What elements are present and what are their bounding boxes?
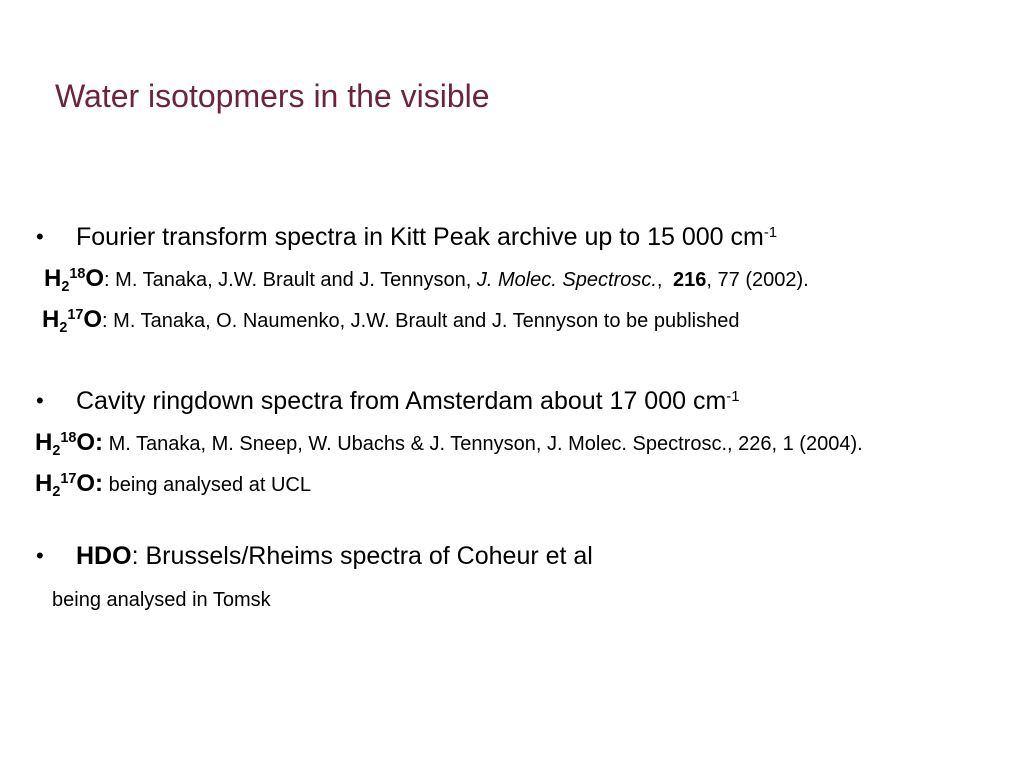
- reference-text: M. Tanaka, M. Sneep, W. Ubachs & J. Tennyson, J. Molec. Spectrosc., 226, 1 (2004).: [103, 433, 863, 455]
- bullet-icon: •: [36, 224, 44, 249]
- slide-title: Water isotopmers in the visible: [55, 78, 490, 114]
- formula-h217o: $H_2^{17}O$:: [35, 470, 104, 501]
- reference-h217o-ft: [42, 306, 740, 337]
- bullet-text: [76, 386, 740, 416]
- bullet-label: : Brussels/Rheims spectra of Coheur et al: [131, 542, 593, 570]
- formula-h218o: $H_2^{18}O$:: [35, 429, 104, 460]
- formula-h217o: $H_2^{17}O$: [42, 306, 103, 337]
- formula-h218o: $H_2^{18}O$: [44, 265, 105, 296]
- reference-authors: M. Tanaka, J.W. Brault and J. Tennyson,: [109, 269, 477, 291]
- reference-text: being analysed at UCL: [103, 474, 311, 496]
- bullet-icon: •: [36, 543, 44, 568]
- molecule-label: HDO: [76, 542, 132, 570]
- note-tomsk: being analysed in Tomsk: [52, 589, 271, 611]
- reference-h218o-ft: $H_2^{18}O$: M. Tanaka, J.W. Brault and J. Tennyson, J. Molec. Spectrosc., 216, 77 (2002).: [44, 265, 809, 296]
- colon: :: [102, 310, 108, 332]
- bullet-icon: •: [36, 388, 44, 413]
- reference-journal: J. Molec. Spectrosc.: [476, 269, 657, 291]
- unit-exponent: -1: [763, 223, 778, 241]
- reference-pages-year: , 77 (2002).: [706, 269, 809, 291]
- reference-text: M. Tanaka, O. Naumenko, J.W. Brault and J. Tennyson to be published: [107, 310, 740, 332]
- bullet-text: [76, 541, 593, 571]
- bullet-text: [76, 222, 777, 252]
- unit-exponent: -1: [726, 387, 740, 405]
- bullet-label: Cavity ringdown spectra from Amsterdam about 17 000 cm: [76, 387, 727, 415]
- reference-volume: 216: [673, 269, 707, 291]
- reference-h217o-crd: [35, 470, 311, 501]
- colon: :: [104, 269, 110, 291]
- bullet-label: Fourier transform spectra in Kitt Peak archive up to 15 000 cm: [76, 223, 764, 251]
- reference-h218o-crd: [35, 429, 863, 460]
